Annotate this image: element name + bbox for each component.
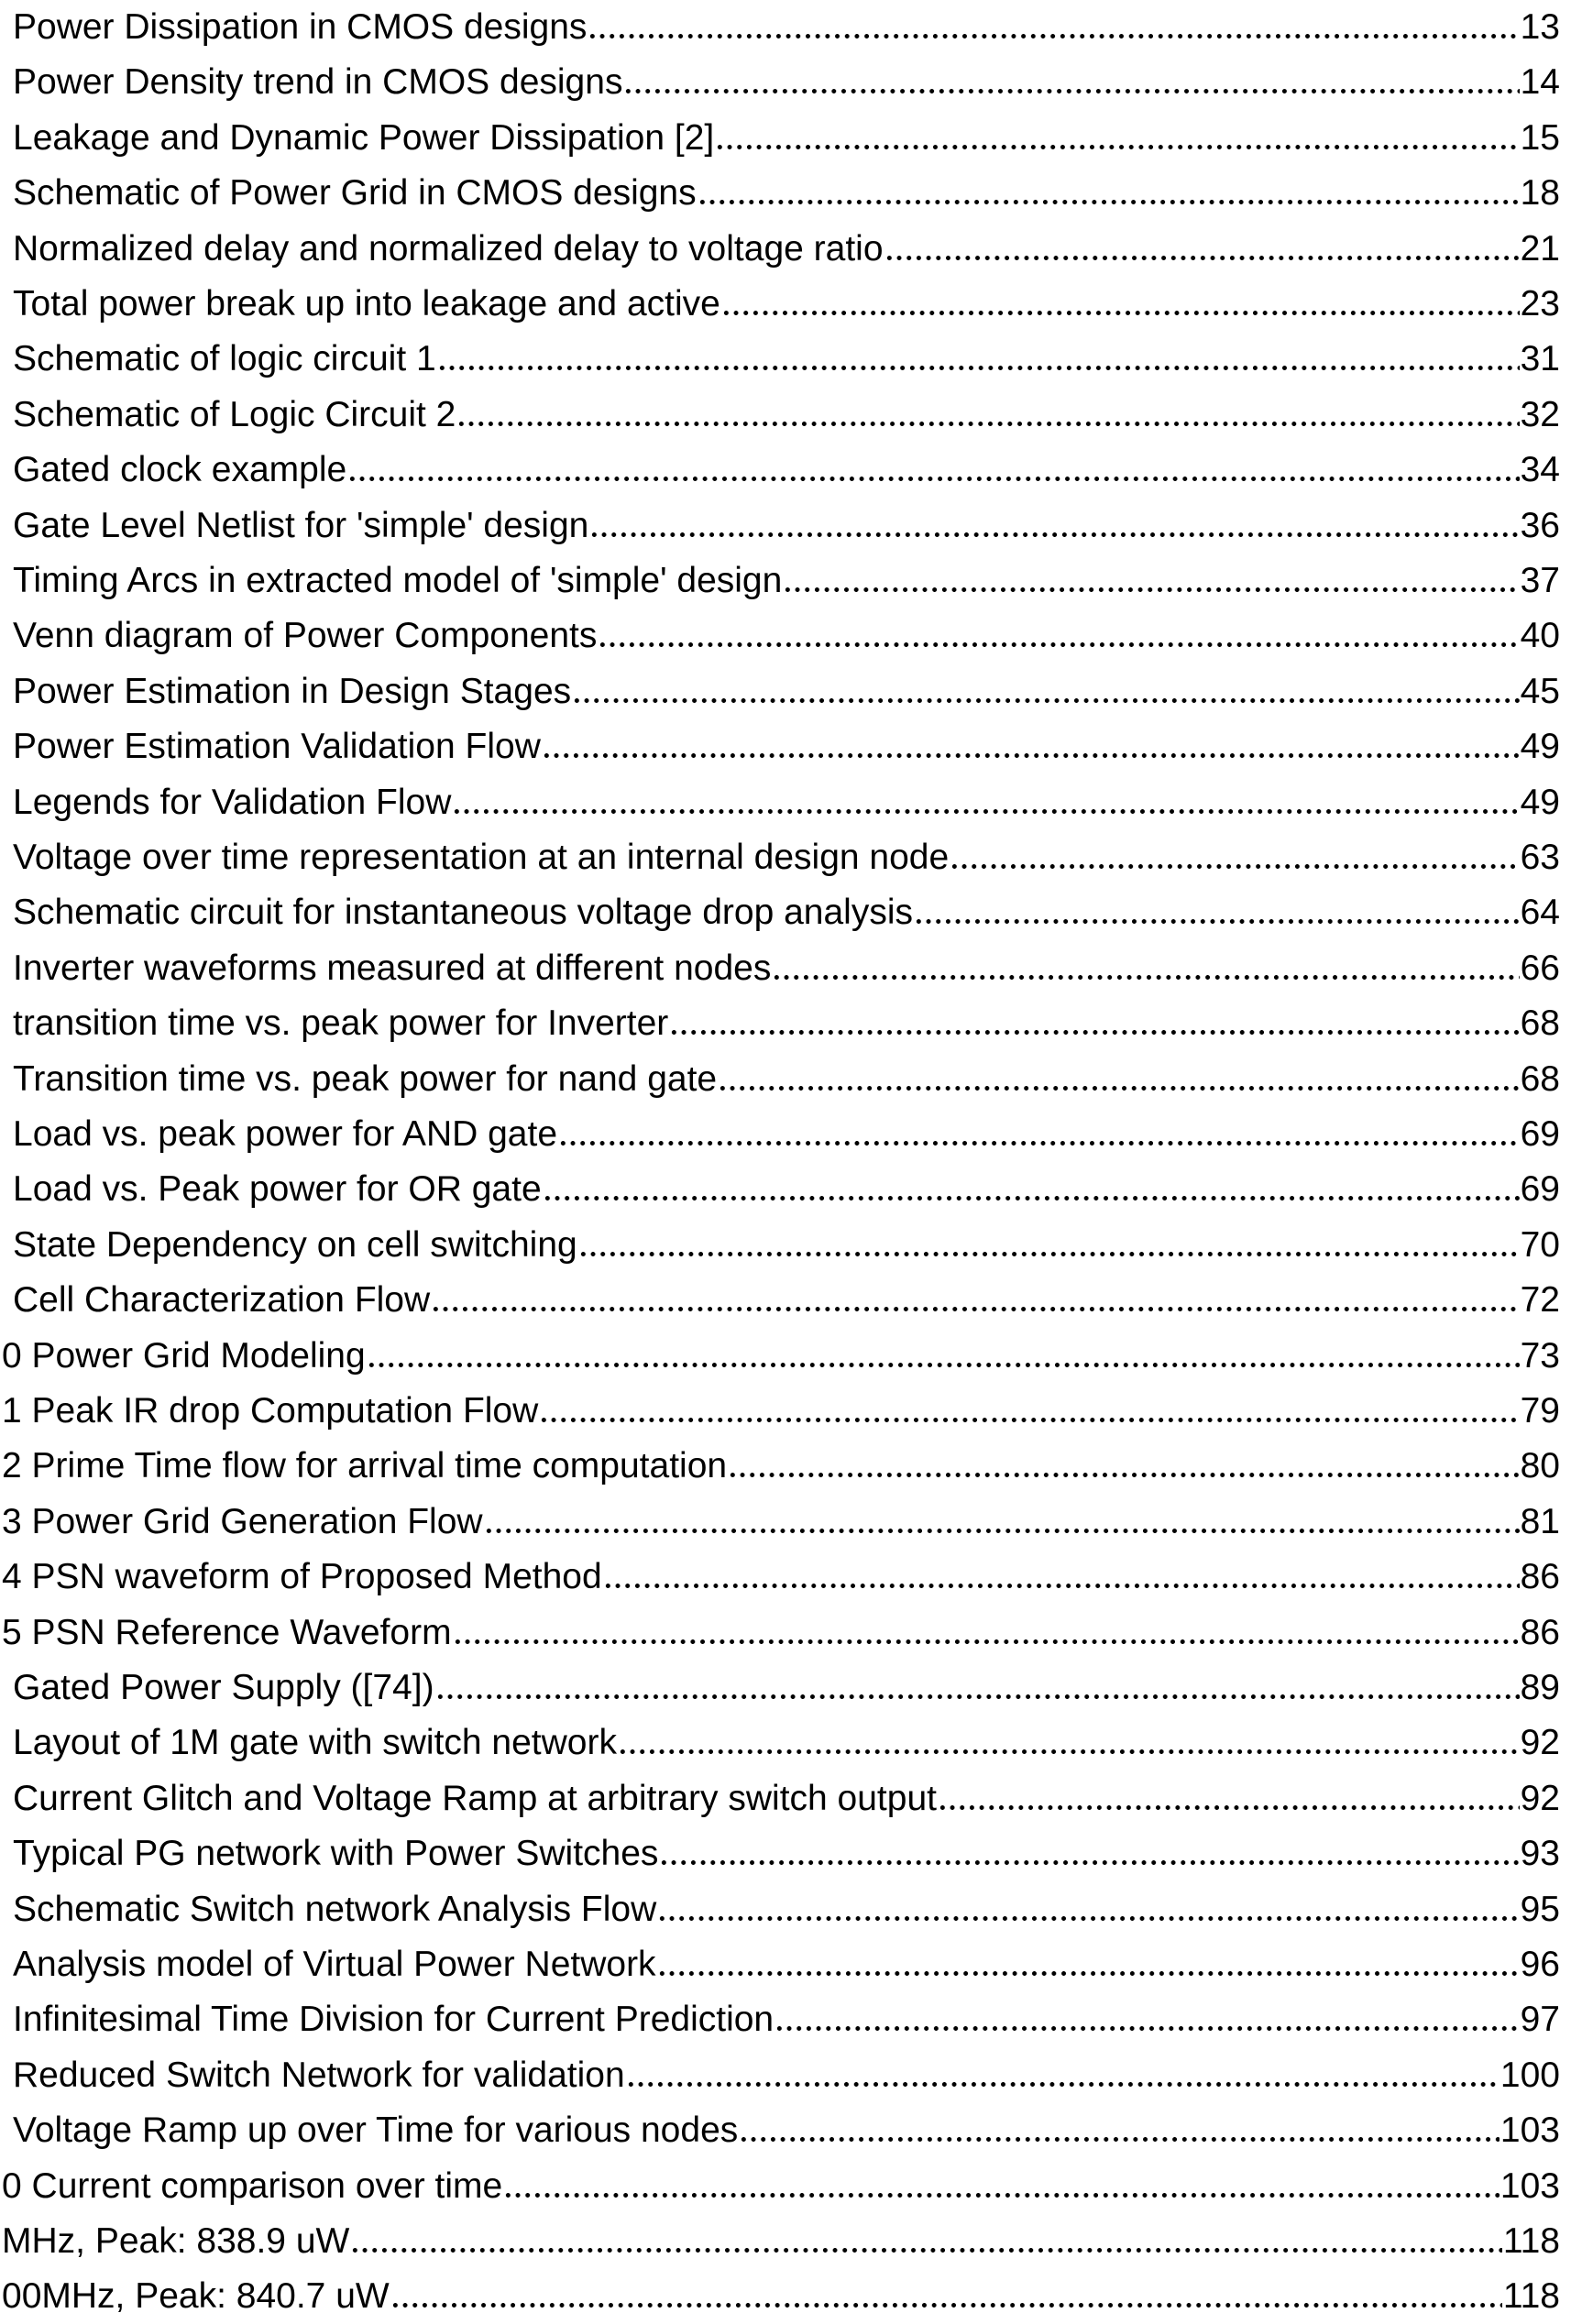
toc-entry-page-number: 49 bbox=[1520, 727, 1560, 767]
toc-entry[interactable] bbox=[0, 1937, 1560, 1992]
dot-leader bbox=[618, 1749, 1520, 1754]
toc-entry-page-number: 18 bbox=[1520, 173, 1560, 214]
toc-entry-page-number: 100 bbox=[1500, 2055, 1560, 2095]
toc-entry-title: Inverter waveforms measured at different nodes bbox=[13, 948, 772, 988]
dot-leader bbox=[572, 698, 1519, 703]
dot-leader bbox=[772, 975, 1519, 980]
toc-entry-title: transition time vs. peak power for Inverter bbox=[13, 1003, 669, 1044]
toc-entry[interactable] bbox=[0, 608, 1560, 663]
toc-entry-title: 2 Prime Time flow for arrival time computation bbox=[2, 1446, 728, 1486]
toc-entry-page-number: 118 bbox=[1502, 2221, 1560, 2261]
toc-entry-title: Load vs. Peak power for OR gate bbox=[13, 1169, 542, 1210]
toc-entry-title: Schematic of logic circuit 1 bbox=[13, 339, 436, 379]
toc-entry[interactable] bbox=[0, 443, 1560, 498]
dot-leader bbox=[721, 311, 1520, 315]
toc-entry-title: Venn diagram of Power Components bbox=[13, 616, 598, 656]
toc-entry-page-number: 31 bbox=[1520, 339, 1560, 379]
toc-entry[interactable] bbox=[0, 55, 1560, 110]
toc-entry-title: 3 Power Grid Generation Flow bbox=[2, 1501, 483, 1541]
dot-leader bbox=[718, 1086, 1519, 1091]
toc-entry-page-number: 23 bbox=[1520, 284, 1560, 323]
toc-entry[interactable] bbox=[0, 2159, 1560, 2214]
toc-entry-title: 4 PSN waveform of Proposed Method bbox=[2, 1557, 602, 1597]
toc-entry-page-number: 49 bbox=[1520, 782, 1560, 822]
toc-entry-title: Power Density trend in CMOS designs bbox=[13, 62, 623, 103]
toc-entry-title: Gated Power Supply ([74]) bbox=[13, 1668, 434, 1707]
toc-entry-page-number: 92 bbox=[1520, 1778, 1560, 1818]
toc-entry-page-number: 69 bbox=[1520, 1169, 1560, 1210]
toc-entry-title: Analysis model of Virtual Power Network bbox=[13, 1945, 656, 1984]
toc-entry-page-number: 72 bbox=[1520, 1280, 1560, 1321]
toc-entry-page-number: 14 bbox=[1520, 62, 1560, 103]
toc-entry-title: Load vs. peak power for AND gate bbox=[13, 1114, 558, 1154]
toc-entry-title: MHz, Peak: 838.9 uW bbox=[2, 2221, 350, 2261]
dot-leader bbox=[775, 2026, 1519, 2031]
toc-entry-page-number: 21 bbox=[1520, 228, 1560, 269]
toc-entry-title: Current Glitch and Voltage Ramp at arbitrary switch output bbox=[13, 1778, 937, 1818]
toc-entry-title: 5 PSN Reference Waveform bbox=[2, 1612, 452, 1652]
toc-entry-title: Typical PG network with Power Switches bbox=[13, 1834, 659, 1874]
toc-entry-title: Schematic circuit for instantaneous voltage drop analysis bbox=[13, 893, 914, 933]
dot-leader bbox=[659, 1860, 1519, 1865]
dot-leader bbox=[950, 864, 1519, 869]
dot-leader bbox=[698, 200, 1520, 204]
toc-entry-title: 0 Current comparison over time bbox=[2, 2165, 503, 2206]
toc-entry[interactable] bbox=[0, 1218, 1560, 1273]
toc-entry[interactable] bbox=[0, 2103, 1560, 2158]
toc-entry[interactable] bbox=[0, 0, 1560, 55]
toc-entry[interactable] bbox=[0, 941, 1560, 996]
toc-entry[interactable] bbox=[0, 830, 1560, 885]
toc-entry[interactable] bbox=[0, 885, 1560, 940]
toc-entry[interactable] bbox=[0, 719, 1560, 774]
toc-entry-page-number: 36 bbox=[1520, 505, 1560, 545]
dot-leader bbox=[626, 2082, 1500, 2087]
toc-entry-page-number: 40 bbox=[1520, 616, 1560, 656]
toc-entry[interactable] bbox=[0, 1771, 1560, 1826]
toc-entry-page-number: 103 bbox=[1500, 2110, 1560, 2151]
toc-entry[interactable] bbox=[0, 1550, 1560, 1605]
toc-entry-title: Schematic Switch network Analysis Flow bbox=[13, 1889, 657, 1929]
dot-leader bbox=[542, 753, 1520, 758]
dot-leader bbox=[452, 809, 1519, 814]
dot-leader bbox=[669, 1030, 1519, 1035]
dot-leader bbox=[623, 89, 1519, 93]
toc-entry-title: Gated clock example bbox=[13, 450, 347, 490]
dot-leader bbox=[589, 532, 1519, 537]
toc-entry-page-number: 86 bbox=[1520, 1612, 1560, 1652]
toc-entry-page-number: 64 bbox=[1520, 893, 1560, 933]
toc-entry-page-number: 89 bbox=[1520, 1668, 1560, 1707]
toc-entry[interactable] bbox=[0, 1606, 1560, 1661]
toc-entry-page-number: 97 bbox=[1520, 2000, 1560, 2040]
toc-entry[interactable] bbox=[0, 1162, 1560, 1217]
toc-entry-page-number: 13 bbox=[1520, 7, 1560, 47]
toc-entry-page-number: 80 bbox=[1520, 1446, 1560, 1486]
toc-entry-title: Power Estimation in Design Stages bbox=[13, 671, 572, 711]
dot-leader bbox=[578, 1252, 1520, 1256]
toc-entry[interactable] bbox=[0, 1107, 1560, 1162]
toc-entry-page-number: 69 bbox=[1520, 1114, 1560, 1154]
dot-leader bbox=[598, 642, 1519, 647]
toc-entry-title: Gate Level Netlist for 'simple' design bbox=[13, 505, 589, 545]
toc-entry[interactable] bbox=[0, 1882, 1560, 1937]
toc-entry-page-number: 37 bbox=[1520, 561, 1560, 600]
toc-entry-page-number: 68 bbox=[1520, 1003, 1560, 1044]
toc-entry-page-number: 92 bbox=[1520, 1723, 1560, 1763]
toc-entry-title: Schematic of Logic Circuit 2 bbox=[13, 394, 456, 434]
toc-entry[interactable] bbox=[0, 166, 1560, 221]
toc-entry[interactable] bbox=[0, 775, 1560, 830]
dot-leader bbox=[938, 1805, 1520, 1810]
toc-entry-title: Transition time vs. peak power for nand gate bbox=[13, 1058, 718, 1099]
toc-entry-title: State Dependency on cell switching bbox=[13, 1224, 577, 1265]
toc-entry-page-number: 45 bbox=[1520, 671, 1560, 711]
toc-entry-title: Normalized delay and normalized delay to voltage ratio bbox=[13, 228, 884, 269]
toc-entry-title: 0 Power Grid Modeling bbox=[2, 1335, 366, 1376]
toc-entry-title: Timing Arcs in extracted model of 'simple' design bbox=[13, 561, 783, 600]
toc-entry-title: Legends for Validation Flow bbox=[13, 782, 452, 822]
toc-entry[interactable] bbox=[0, 664, 1560, 719]
toc-entry-page-number: 95 bbox=[1520, 1889, 1560, 1929]
toc-entry-title: Layout of 1M gate with switch network bbox=[13, 1723, 617, 1763]
toc-entry[interactable] bbox=[0, 499, 1560, 554]
dot-leader bbox=[603, 1584, 1520, 1588]
toc-entry-title: Infinitesimal Time Division for Current Prediction bbox=[13, 2000, 775, 2040]
toc-entry-title: 00MHz, Peak: 840.7 uW bbox=[2, 2276, 390, 2317]
toc-entry-title: Total power break up into leakage and active bbox=[13, 284, 720, 323]
toc-entry-page-number: 73 bbox=[1520, 1335, 1560, 1376]
dot-leader bbox=[543, 1196, 1520, 1200]
dot-leader bbox=[715, 145, 1519, 149]
toc-entry-page-number: 118 bbox=[1502, 2276, 1560, 2317]
toc-entry-title: Voltage Ramp up over Time for various nodes bbox=[13, 2110, 739, 2151]
dot-leader bbox=[558, 1141, 1520, 1146]
dot-leader bbox=[503, 2193, 1500, 2198]
toc-entry-page-number: 81 bbox=[1520, 1501, 1560, 1541]
toc-entry-page-number: 79 bbox=[1520, 1391, 1560, 1431]
dot-leader bbox=[783, 587, 1519, 592]
dot-leader bbox=[657, 1971, 1520, 1976]
dot-leader bbox=[350, 2248, 1501, 2253]
dot-leader bbox=[431, 1307, 1519, 1311]
toc-entry[interactable] bbox=[0, 2214, 1560, 2269]
dot-leader bbox=[437, 366, 1520, 370]
dot-leader bbox=[453, 1639, 1520, 1644]
toc-entry-title: Voltage over time representation at an internal design node bbox=[13, 838, 950, 877]
dot-leader bbox=[728, 1473, 1520, 1477]
toc-entry[interactable] bbox=[0, 222, 1560, 277]
dot-leader bbox=[539, 1418, 1519, 1422]
toc-entry[interactable] bbox=[0, 2269, 1560, 2324]
toc-entry[interactable] bbox=[0, 1992, 1560, 2047]
toc-entry-page-number: 66 bbox=[1520, 948, 1560, 988]
dot-leader bbox=[456, 422, 1519, 426]
toc-entry[interactable] bbox=[0, 554, 1560, 608]
toc-entry-page-number: 63 bbox=[1520, 838, 1560, 877]
toc-entry[interactable] bbox=[0, 388, 1560, 443]
toc-entry[interactable] bbox=[0, 1716, 1560, 1770]
toc-entry[interactable] bbox=[0, 996, 1560, 1051]
toc-entry[interactable] bbox=[0, 2048, 1560, 2103]
toc-entry-page-number: 96 bbox=[1520, 1945, 1560, 1984]
dot-leader bbox=[914, 919, 1520, 924]
toc-entry[interactable] bbox=[0, 1329, 1560, 1384]
toc-entry-title: Reduced Switch Network for validation bbox=[13, 2055, 625, 2095]
toc-entry-page-number: 103 bbox=[1500, 2165, 1560, 2206]
toc-entry-page-number: 34 bbox=[1520, 450, 1560, 490]
dot-leader bbox=[347, 477, 1519, 481]
toc-entry-title: Power Dissipation in CMOS designs bbox=[13, 7, 588, 47]
toc-entry-page-number: 93 bbox=[1520, 1834, 1560, 1874]
toc-entry-title: Cell Characterization Flow bbox=[13, 1280, 431, 1321]
dot-leader bbox=[484, 1529, 1520, 1533]
toc-entry-page-number: 86 bbox=[1520, 1557, 1560, 1597]
toc-entry[interactable] bbox=[0, 1384, 1560, 1439]
toc-entry[interactable] bbox=[0, 1273, 1560, 1328]
toc-entry[interactable] bbox=[0, 111, 1560, 166]
toc-entry-title: Power Estimation Validation Flow bbox=[13, 727, 541, 767]
toc-entry-title: 1 Peak IR drop Computation Flow bbox=[2, 1391, 539, 1431]
toc-entry[interactable] bbox=[0, 1661, 1560, 1716]
toc-entry-title: Schematic of Power Grid in CMOS designs bbox=[13, 173, 697, 214]
toc-entry-page-number: 68 bbox=[1520, 1058, 1560, 1099]
dot-leader bbox=[390, 2303, 1502, 2308]
toc-entry-page-number: 70 bbox=[1520, 1224, 1560, 1265]
toc-entry[interactable] bbox=[0, 277, 1560, 332]
dot-leader bbox=[435, 1694, 1520, 1699]
dot-leader bbox=[367, 1363, 1520, 1367]
toc-entry[interactable] bbox=[0, 1052, 1560, 1107]
toc-entry-page-number: 15 bbox=[1520, 117, 1560, 158]
toc-entry[interactable] bbox=[0, 1826, 1560, 1881]
toc-entry-title: Leakage and Dynamic Power Dissipation [2] bbox=[13, 117, 715, 158]
toc-entry[interactable] bbox=[0, 332, 1560, 387]
dot-leader bbox=[739, 2137, 1500, 2142]
toc-entry-page-number: 32 bbox=[1520, 394, 1560, 434]
dot-leader bbox=[884, 256, 1520, 260]
dot-leader bbox=[588, 34, 1519, 38]
dot-leader bbox=[657, 1916, 1519, 1921]
toc-entry[interactable] bbox=[0, 1439, 1560, 1494]
toc-entry[interactable] bbox=[0, 1495, 1560, 1550]
